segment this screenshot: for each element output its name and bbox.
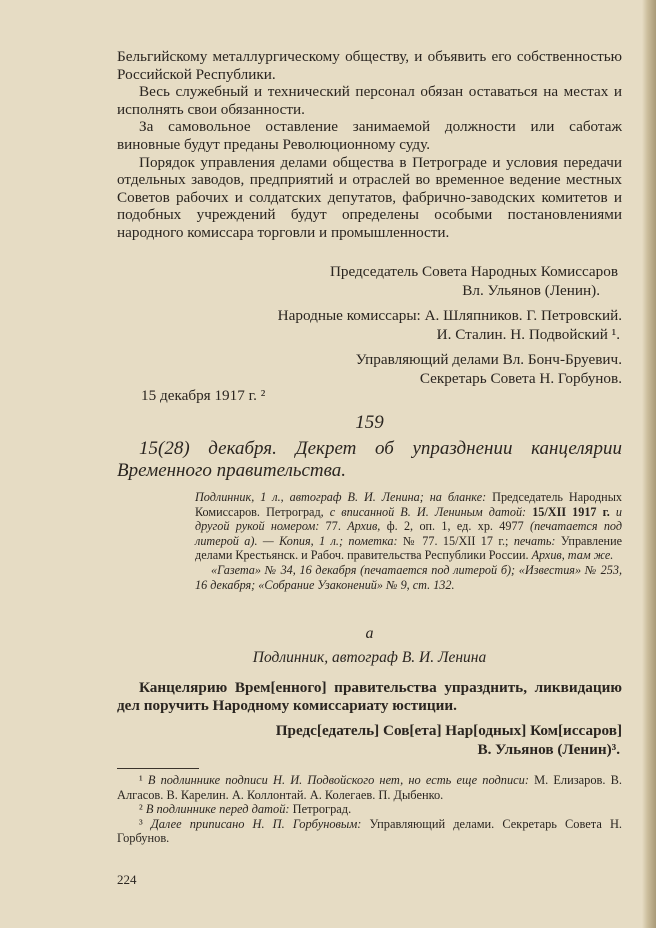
footnote-text: Управляющий делами. Секретарь Совета Н. Горбунов. <box>117 816 622 846</box>
source-note-part: 15/XII 1917 г. <box>526 504 610 519</box>
source-note-part: Управление делами Крестьянск. и Рабоч. правительства Республики России. <box>195 533 622 563</box>
source-note-publications: «Газета» № 34, 16 декабря (печатается под литерой б); «Известия» № 253, 16 декабря; «Собрание Узаконений» № 9, ст. 132. <box>195 562 622 592</box>
variant-subheading: Подлинник, автограф В. И. Ленина <box>252 649 487 666</box>
footnote-text: Петроград. <box>289 802 352 817</box>
secretary-line: Секретарь Совета Н. Горбунов. <box>419 370 622 387</box>
footnote-1 <box>117 773 622 802</box>
chair-title: Председатель Совета Народных Комиссаров <box>329 263 618 280</box>
footnote-2 <box>117 802 622 817</box>
page-number: 224 <box>117 872 137 887</box>
signature-block <box>117 262 622 405</box>
source-note-part: № 77. 15/XII 17 г.; <box>397 533 514 548</box>
footnote-italic: В подлиннике подписи Н. И. Подвойского нет, но есть еще подписи: <box>147 773 529 787</box>
source-note-part: Подлинник, 1 л., автограф В. И. Ленина; на бланке: <box>195 490 487 504</box>
footnote-italic: В подлиннике перед датой: <box>145 802 290 817</box>
variant-letter: а <box>365 625 374 642</box>
footnote-mark: ² <box>139 802 146 817</box>
source-note-part: с вписанной В. И. Лениным датой: <box>329 504 527 519</box>
page-edge-shadow <box>642 0 656 928</box>
commissars-line-1: Народные комиссары: А. Шляпников. Г. Петровский. <box>277 307 622 324</box>
footnotes <box>117 773 622 846</box>
variant-text: Канцелярию Врем[енного] правительства упразднить, ликвидацию дел поручить Народному комиссариату юстиции. <box>117 679 622 714</box>
paragraph-3: За самовольное оставление занимаемой должности или саботаж виновные будут преданы Революционному суду. <box>117 118 622 153</box>
variant-signature-line-2: В. Ульянов (Ленин)³. <box>477 741 620 758</box>
source-note <box>195 490 622 592</box>
decree-date: 15 декабря 1917 г. ² <box>141 387 266 404</box>
document-number: 159 <box>355 412 384 433</box>
source-note-part: печать: <box>513 533 556 548</box>
source-note-part: 77. <box>319 519 348 534</box>
document-title: 15(28) декабря. Декрет об упразднении канцелярии Временного правительства. <box>117 438 622 481</box>
variant-signature <box>117 721 622 759</box>
footnote-text: М. Елизаров. В. Алгасов. В. Карелин. А. Коллонтай. А. Колегаев. П. Дыбенко. <box>117 773 622 802</box>
source-note-part: (печатается под литерой а). — Копия, 1 л.; пометка: <box>195 519 623 548</box>
source-note-part: Председатель Народных Комиссаров. Петроград, <box>195 490 622 519</box>
source-note-part: ф. 2, оп. 1, ед. хр. 4977 <box>380 519 531 534</box>
footnote-divider <box>117 768 199 769</box>
source-note-part: и другой рукой номером: <box>195 504 622 534</box>
chair-name: Вл. Ульянов (Ленин). <box>462 282 600 299</box>
manager-line: Управляющий делами Вл. Бонч-Бруевич. <box>355 351 622 368</box>
decree-body <box>117 48 622 242</box>
variant-signature-line-1: Предс[едатель] Сов[ета] Нар[одных] Ком[иссаров] <box>275 722 622 739</box>
footnote-mark: ³ <box>139 816 151 831</box>
footnote-italic: Далее приписано Н. П. Горбуновым: <box>150 816 362 831</box>
paragraph-4: Порядок управления делами общества в Петрограде и условия передачи отдельных заводов, предприятий и отраслей во временное ведение местных Советов рабочих и солдатских депутатов, фабрично-заводских комитетов и подобных учреждений будут определены особыми постановлениями народного комиссара торговли и промышленности. <box>117 153 622 241</box>
source-note-part: Архив, <box>347 519 381 534</box>
footnote-mark: ¹ <box>139 773 148 787</box>
commissars-line-2: И. Сталин. Н. Подвойский ¹. <box>436 326 620 343</box>
paragraph-1: Бельгийскому металлургическому обществу, и объявить его собственностью Российской Республики. <box>117 48 622 83</box>
footnote-3 <box>117 817 622 846</box>
source-note-part: Архив, там же. <box>531 548 614 563</box>
paragraph-2: Весь служебный и технический персонал обязан оставаться на местах и исполнять свои обязанности. <box>117 83 622 118</box>
